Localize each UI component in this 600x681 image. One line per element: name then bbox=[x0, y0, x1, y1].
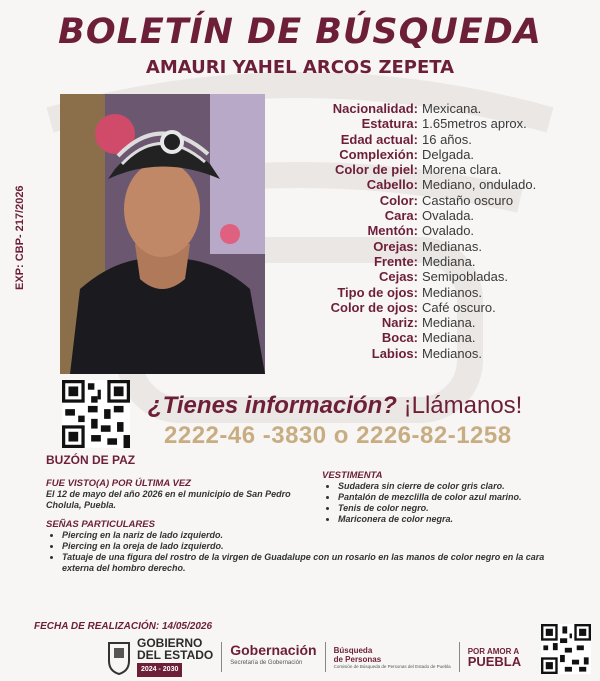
field-cara bbox=[280, 208, 590, 223]
contact-question bbox=[148, 392, 522, 420]
field-label: Cabello: bbox=[366, 177, 418, 193]
list-item: • Piercing en la nariz de lado izquierdo. bbox=[62, 530, 566, 541]
field-estatura bbox=[280, 116, 590, 131]
field-orejas bbox=[280, 239, 590, 254]
field-value: Semipobladas. bbox=[422, 269, 508, 285]
missing-person-photo bbox=[60, 94, 265, 374]
field-label: Edad actual: bbox=[340, 131, 418, 147]
clothing-heading: VESTIMENTA bbox=[322, 470, 383, 481]
field-color bbox=[280, 193, 590, 208]
field-value: Medianos. bbox=[422, 345, 482, 361]
field-color-piel bbox=[280, 162, 590, 177]
field-label: Complexión: bbox=[339, 146, 418, 162]
marks-list bbox=[46, 530, 566, 574]
list-item: • Tatuaje de una figura del rostro de la virgen de Guadalupe con un rosario en las manos de color negro en la cara externa del hombro derecho. bbox=[62, 552, 566, 574]
field-label: Mentón: bbox=[367, 223, 418, 239]
list-item: • Mariconera de color negra. bbox=[338, 514, 582, 525]
creation-date: FECHA DE REALIZACIÓN: 14/05/2026 bbox=[34, 621, 213, 632]
field-value: Mediana. bbox=[422, 330, 476, 346]
divider bbox=[325, 642, 326, 672]
qr-code-icon[interactable] bbox=[62, 380, 130, 448]
field-value: Ovalado. bbox=[422, 223, 475, 239]
field-boca bbox=[280, 330, 590, 345]
last-seen-heading: FUE VISTO(A) POR ÚLTIMA VEZ bbox=[46, 478, 191, 489]
gobierno-line1: GOBIERNO bbox=[137, 636, 203, 650]
field-value: Mexicana. bbox=[422, 101, 482, 116]
state-crest-icon bbox=[106, 639, 132, 675]
field-label: Orejas: bbox=[373, 238, 418, 254]
last-seen-section bbox=[46, 478, 306, 511]
field-value: Morena clara. bbox=[422, 162, 502, 178]
gobierno-years: 2024 - 2030 bbox=[137, 663, 182, 677]
field-value: Medianas. bbox=[422, 238, 482, 254]
clothing-list bbox=[322, 481, 582, 525]
footer-logos bbox=[106, 636, 521, 678]
clothing-section bbox=[322, 470, 582, 525]
field-nariz bbox=[280, 315, 590, 330]
physical-description bbox=[280, 101, 590, 361]
missing-person-name: AMAURI YAHEL ARCOS ZEPETA bbox=[145, 57, 455, 78]
field-label: Boca: bbox=[381, 330, 418, 346]
gobernacion-logo bbox=[230, 644, 316, 670]
field-cejas bbox=[280, 269, 590, 284]
field-label: Nacionalidad: bbox=[332, 101, 418, 116]
list-item: • Tenis de color negro. bbox=[338, 503, 582, 514]
field-label: Color de piel: bbox=[334, 162, 418, 178]
field-value: Mediana. bbox=[422, 315, 476, 331]
question-text: ¿Tienes información? bbox=[148, 392, 397, 419]
busqueda-sub: Comisión de Búsqueda de Personas del Estado de Puebla bbox=[333, 663, 451, 669]
field-tipo-ojos bbox=[280, 285, 590, 300]
field-value: Medianos. bbox=[422, 284, 482, 300]
field-label: Labios: bbox=[371, 345, 418, 361]
phone-numbers[interactable]: 2222-46 -3830 o 2226-82-1258 bbox=[164, 422, 512, 449]
call-text: ¡Llámanos! bbox=[396, 392, 523, 419]
field-label: Estatura: bbox=[361, 116, 418, 132]
distinguishing-marks-section bbox=[46, 519, 566, 574]
busqueda-line1: Búsqueda bbox=[333, 645, 373, 655]
field-label: Frente: bbox=[373, 253, 418, 269]
por-amor-text: POR AMOR A bbox=[467, 646, 520, 656]
bulletin-title: BOLETÍN DE BÚSQUEDA bbox=[58, 12, 542, 52]
field-label: Cara: bbox=[384, 208, 418, 224]
gobernacion-text: Gobernación bbox=[230, 642, 317, 658]
field-value: Castaño oscuro bbox=[422, 192, 514, 208]
divider bbox=[221, 642, 222, 672]
divider bbox=[459, 642, 460, 672]
secretaria-text: Secretaría de Gobernación bbox=[230, 660, 303, 666]
por-amor-logo bbox=[468, 647, 521, 668]
last-seen-text: El 12 de mayo del año 2026 en el municipio de San Pedro Cholula, Puebla. bbox=[46, 489, 291, 510]
case-number: EXP: CBP- 217/2026 bbox=[14, 185, 26, 290]
field-menton bbox=[280, 223, 590, 238]
field-value: Ovalada. bbox=[422, 208, 475, 224]
list-item: • Pantalón de mezclilla de color azul marino. bbox=[338, 492, 582, 503]
field-labios bbox=[280, 346, 590, 361]
field-value: Mediano, ondulado. bbox=[422, 177, 537, 193]
gobierno-logo bbox=[137, 637, 213, 677]
list-item: • Piercing en la oreja de lado izquierdo. bbox=[62, 541, 566, 552]
busqueda-line2: de Personas bbox=[333, 654, 382, 664]
field-nacionalidad bbox=[280, 101, 590, 116]
marks-heading: SEÑAS PARTICULARES bbox=[46, 519, 155, 530]
busqueda-logo bbox=[334, 646, 451, 669]
field-frente bbox=[280, 254, 590, 269]
field-value: Café oscuro. bbox=[422, 299, 496, 315]
buzon-label: BUZÓN DE PAZ bbox=[46, 453, 136, 467]
puebla-text: PUEBLA bbox=[467, 653, 522, 669]
field-cabello bbox=[280, 177, 590, 192]
field-edad bbox=[280, 132, 590, 147]
field-label: Tipo de ojos: bbox=[337, 284, 418, 300]
field-value: Delgada. bbox=[422, 146, 475, 162]
field-label: Cejas: bbox=[378, 269, 418, 285]
field-color-ojos bbox=[280, 300, 590, 315]
field-value: 1.65metros aprox. bbox=[422, 116, 527, 132]
list-item: • Sudadera sin cierre de color gris claro. bbox=[338, 481, 582, 492]
field-label: Color: bbox=[379, 192, 418, 208]
field-label: Nariz: bbox=[381, 315, 418, 331]
field-label: Color de ojos: bbox=[330, 299, 418, 315]
field-complexion bbox=[280, 147, 590, 162]
gobierno-line2: DEL ESTADO bbox=[137, 648, 214, 662]
field-value: 16 años. bbox=[422, 131, 472, 147]
field-value: Mediana. bbox=[422, 253, 476, 269]
footer-qr-code-icon[interactable] bbox=[541, 624, 591, 674]
